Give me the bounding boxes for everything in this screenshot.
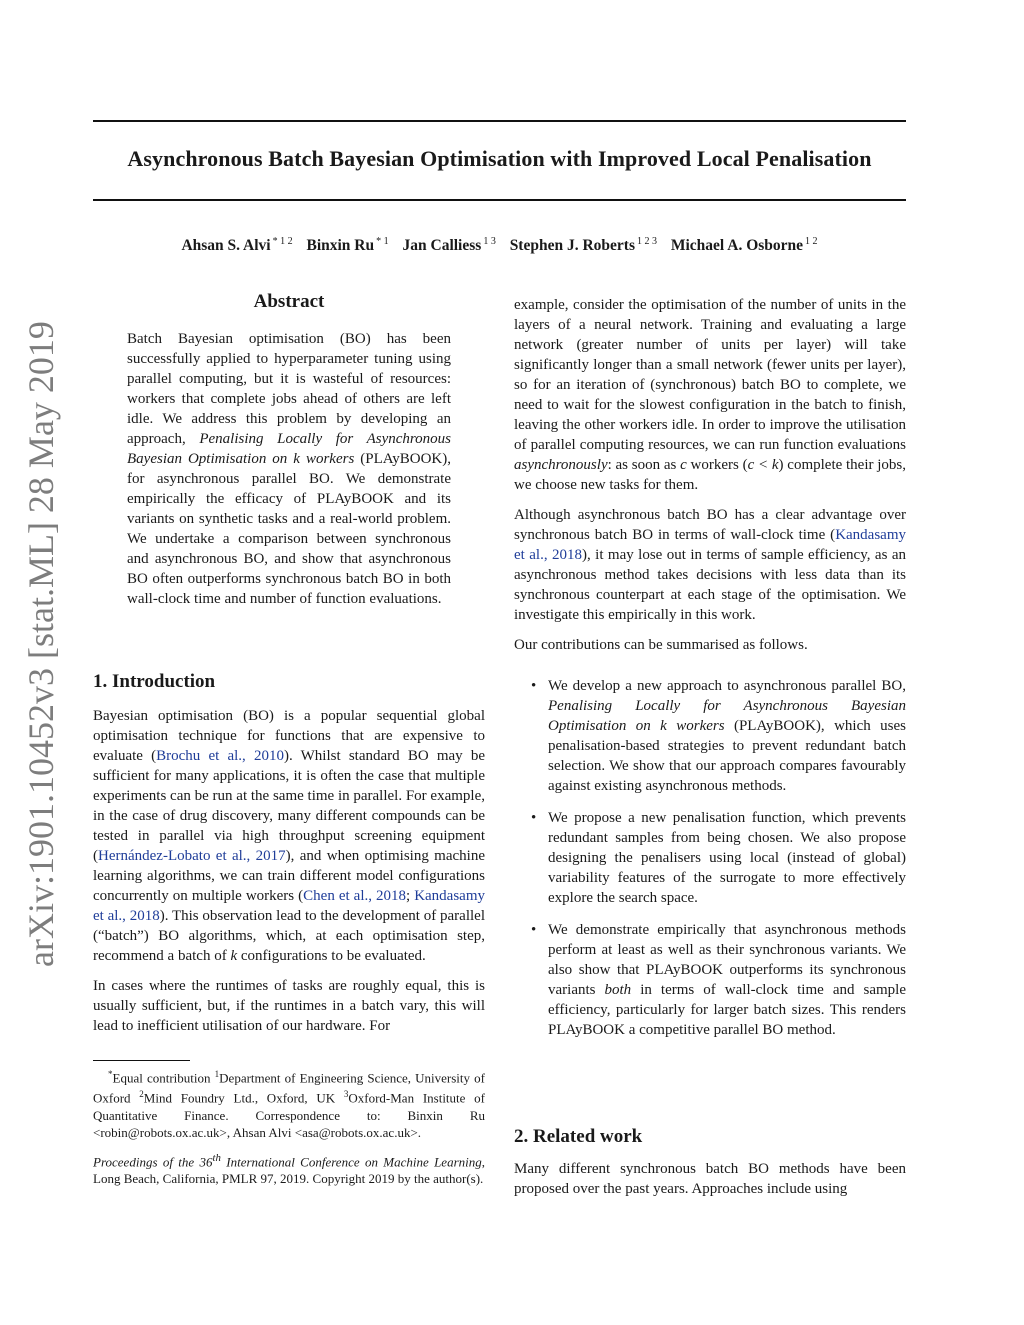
list-item: • We demonstrate empirically that asynchronous methods perform at least as well as their synchronous variants. We also show that PLAyBOOK outperforms its synchronous variants both in terms of wall-clock time and sample efficiency, particularly for larger batch sizes. This renders PLAyBOOK a competitive parallel BO method. [531, 922, 906, 1038]
citation-link[interactable]: Brochu et al., 2010 [156, 748, 284, 764]
footnote-rule [93, 1060, 190, 1061]
intro-paragraph: Bayesian optimisation (BO) is a popular sequential global optimisation technique for functions that are expensive to evaluate (Brochu et al., 2010). Whilst standard BO may be sufficient for many applications, it is often the case that multiple experiments can be run at the same time in parallel. For example, in the case of drug discovery, many different compounds can be tested in parallel via high throughput screening equipment (Hernández-Lobato et al., 2017), and when optimising machine learning algorithms, we can train different model configurations concurrently on multiple workers (Chen et al., 2018; Kandasamy et al., 2018). This observation lead to the development of parallel (“batch”) BO algorithms, which, at each optimisation step, recommend a batch of k configurations to be evaluated. [93, 708, 486, 964]
author [671, 237, 818, 254]
contributions-list [514, 676, 906, 1040]
citation-link[interactable]: Hernández-Lobato et al., 2017 [98, 848, 286, 864]
author [306, 237, 388, 254]
bullet-icon: • [531, 678, 537, 694]
author-name: Binxin Ru [306, 237, 375, 254]
author-affiliation-marks: 1 3 [483, 236, 496, 247]
author [403, 237, 496, 254]
abstract-section [93, 292, 485, 609]
title-bottom-rule [93, 199, 906, 201]
author [181, 237, 292, 254]
related-work-section [514, 1127, 906, 1199]
author-affiliation-marks: * 1 2 [272, 236, 293, 247]
arxiv-identifier-stamp: arXiv:1901.10452v3 [stat.ML] 28 May 2019 [21, 321, 61, 967]
related-work-paragraph: Many different synchronous batch BO methods have been proposed over the past years. Approaches include using [514, 1161, 906, 1197]
paper-title: Asynchronous Batch Bayesian Optimisation with Improved Local Penalisation [127, 146, 872, 171]
citation-link[interactable]: Kandasamy et al., 2018 [93, 888, 485, 924]
introduction-heading: 1. Introduction [93, 671, 216, 692]
author-name: Michael A. Osborne [670, 237, 804, 254]
author [510, 237, 657, 254]
intro-continuation [514, 295, 906, 1052]
author-name: Ahsan S. Alvi [181, 237, 271, 254]
author-affiliation-marks: * 1 [376, 236, 389, 247]
list-item: • We propose a new penalisation function, which prevents redundant samples from being chosen. We also propose designing the penalisers using local (instead of global) variability features of the surrogate to more effectively explore the search space. [531, 810, 906, 906]
author-name: Jan Calliess [402, 237, 482, 254]
affiliations-footnote: *Equal contribution $^1$Department of Engineering Science, University of Oxford $^2$Mind Foundry Ltd., Oxford, UK $^3$Oxford-Man Institute of Quantitative Finance. Correspondence to: Binxin Ru <robin@robots.ox.ac.uk>, Ahsan Alvi <asa@robots.ox.ac.uk>. [93, 1069, 486, 1140]
method-name-emphasis: Penalising Locally for Asynchronous Bayesian Optimisation on k workers [127, 431, 452, 467]
intro-paragraph: In cases where the runtimes of tasks are roughly equal, this is usually sufficient, but, if the runtimes in a batch vary, this will lead to inefficient utilisation of our hardware. For [93, 978, 485, 1034]
top-rule [93, 120, 906, 122]
intro-paragraph: Our contributions can be summarised as follows. [514, 637, 808, 653]
intro-paragraph: Although asynchronous batch BO has a clear advantage over synchronous batch BO in terms of wall-clock time (Kandasamy et al., 2018), it may lose out in terms of sample efficiency, as an asynchronous method takes decisions with less data than its synchronous counterpart at each stage of the optimisation. We investigate this empirically in this work. [514, 507, 906, 623]
abstract-heading: Abstract [253, 291, 325, 312]
related-work-heading: 2. Related work [514, 1126, 643, 1147]
citation-link[interactable]: Kandasamy et al., 2018 [514, 527, 906, 563]
list-item: • We develop a new approach to asynchronous parallel BO, Penalising Locally for Asynchronous Bayesian Optimisation on k workers (PLAyBOOK), which uses penalisation-based strategies to prevent redundant batch selection. We show that our approach compares favourably against existing asynchronous methods. [531, 678, 906, 794]
author-affiliation-marks: 1 2 [805, 236, 818, 247]
citation-link[interactable]: Chen et al., 2018 [303, 888, 406, 904]
bullet-icon: • [531, 922, 537, 938]
author-list [93, 236, 906, 255]
proceedings-note: Proceedings of the 36th International Conference on Machine Learning, Long Beach, California, PMLR 97, 2019. Copyright 2019 by the author(s). [93, 1152, 485, 1187]
author-name: Stephen J. Roberts [509, 237, 635, 254]
bullet-icon: • [531, 810, 537, 826]
introduction-section [93, 672, 485, 1036]
author-affiliation-marks: 1 2 3 [636, 236, 657, 247]
intro-paragraph: example, consider the optimisation of the number of units in the layers of a neural network. Training and evaluating a large network (greater number of units per layer) will take significantly longer than a small network (fewer units per layer), so for an iteration of (synchronous) batch BO to complete, we need to wait for the slowest configuration in the batch to finish, leaving the other workers idle. In order to improve the utilisation of parallel computing resources, we can run function evaluations asynchronously: as soon as c workers (c < k) complete their jobs, we choose new tasks for them. [514, 297, 907, 493]
abstract-text: Batch Bayesian optimisation (BO) has been successfully applied to hyperparameter tuning using parallel computing, but it is wasteful of resources: workers that complete jobs ahead of others are left idle. We address this problem by developing an approach, Penalising Locally for Asynchronous Bayesian Optimisation on k workers (PLAyBOOK), for asynchronous parallel BO. We demonstrate empirically the efficacy of PLAyBOOK and its variants on synthetic tasks and a real-world problem. We undertake a comparison between synchronous and asynchronous BO, and show that asynchronous BO often outperforms synchronous batch BO in both wall-clock time and number of function evaluations. [127, 331, 452, 607]
